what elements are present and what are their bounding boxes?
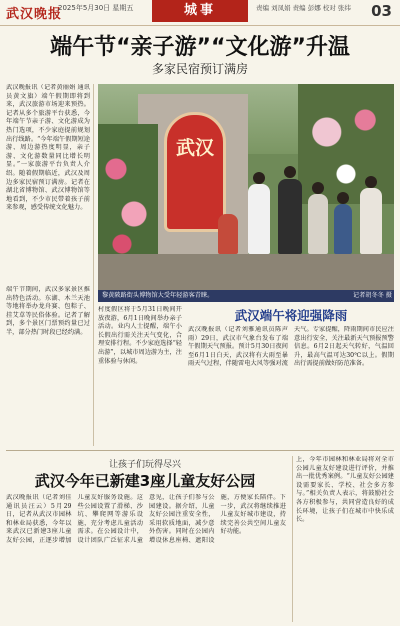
photo-caption: 黎黄陂路街头博物馆大受年轻游客青睐。 bbox=[98, 290, 394, 302]
main-subhead: 多家民宿预订满房 bbox=[151, 62, 248, 76]
weather-story-title: 武汉端午将迎强降雨 bbox=[234, 308, 348, 323]
photo-person bbox=[360, 188, 382, 254]
editor-credits: 责编 刘凤娟 责编 彭娜 校对 张纬 bbox=[256, 4, 351, 12]
weather-story-body: 武汉晚报讯（记者刘雅通讯员陈声雨）29日，武汉市气象台发布了端午假期天气预报。预计5月30日夜间至6月1日白天，武汉将有大雨至暴雨天气过程，伴随雷电大风等强对流天气。专家提醒，降雨期间市民应注意出行安全，关注最新天气预报预警信息。6月2日起天气转好，气温回升，最高气温可达30℃以上。假期出行需提前做好防范准备。 bbox=[188, 326, 394, 368]
park-story-kicker: 让孩子们玩得尽兴 bbox=[108, 460, 181, 470]
photo-person bbox=[218, 214, 238, 254]
column-rule bbox=[292, 456, 293, 622]
photo-person bbox=[334, 204, 352, 254]
photo-person-head bbox=[312, 182, 324, 194]
park-story-side-column: 上，今年市园林和林业局将对全市公园儿童友好建设进行评价，并推出一批优秀案例。“儿童友好公园建设需要家长、学校、社会多方参与。”相关负责人表示，将鼓励社会各方积极参与，共同营造良好的成长环境，让孩子们在城市中快乐成长。 bbox=[296, 456, 394, 524]
photo-person bbox=[308, 194, 328, 254]
photo-flowers-left bbox=[98, 124, 158, 274]
photo-person bbox=[248, 184, 270, 254]
photo-ground bbox=[98, 254, 394, 290]
news-photo bbox=[98, 84, 394, 290]
section-banner: 城事 bbox=[152, 0, 248, 22]
section-divider bbox=[6, 450, 394, 451]
photo-person bbox=[278, 179, 302, 254]
photo-person-head bbox=[253, 172, 265, 184]
lead-story-column: 武汉晚报讯（记者黄丽娟 通讯员黄文旗）端午假期即将到来，武汉旅游市场迎来预热。记者从多个旅游平台获悉，今年端午节亲子游、文化游成为热门选项，不少家庭提前规划出行线路。“今年端午假期短途游、周边游热度明显，亲子游、文化游数量同比增长明显。”一家旅游平台负责人介绍。随着假期临近，武汉及周边多家民宿预订满房。记者在湖北省博物馆、武汉博物馆等地看到，不少市民带着孩子前来参观，感受传统文化魅力。 bbox=[6, 84, 90, 212]
newspaper-logo: 武汉晚报 bbox=[6, 7, 63, 22]
column-rule bbox=[93, 84, 94, 446]
lead-story-continuation: 村度假区将于5月31日晚间开放夜游，6月1日晚间举办亲子活动。业内人士提醒，端午小长假出行需关注天气变化，合理安排行程。不少家庭选择“轻出游”，以城市周边游为主，注重体验与休闲。 bbox=[98, 306, 182, 365]
photo-person-head bbox=[284, 166, 296, 178]
masthead bbox=[0, 0, 400, 26]
main-headline: 端午节“亲子游”“文化游”升温 bbox=[50, 35, 350, 60]
photo-sign-text: 武汉 bbox=[175, 137, 214, 159]
page-number: 03 bbox=[371, 2, 392, 20]
photo-sign bbox=[164, 112, 226, 232]
issue-date: 2025年5月30日 星期五 bbox=[58, 4, 134, 12]
photo-person-head bbox=[365, 176, 377, 188]
park-story-headline: 武汉今年已新建3座儿童友好公园 bbox=[34, 472, 256, 490]
park-story-body: 武汉晚报讯（记者刘佳 通讯员汪云）5月29日，记者从武汉市园林和林业局获悉，今年以来武汉已新建3座儿童友好公园，正逐步增加儿童友好服务设施。这些公园设置了滑梯、沙坑、攀爬网等游乐设施，充分考虑儿童活动需求。在公园设计中，设计团队广泛征求儿童意见，让孩子们参与公园建设。据介绍，儿童友好公园注重安全性，采用软质地面，减少意外伤害。同时在公园内增设休息座椅、遮阳设施，方便家长陪伴。下一步，武汉将继续推进儿童友好城市建设，持续完善公共空间儿童友好功能。 bbox=[6, 494, 286, 544]
lead-story-column-2: 端午节期间，武汉多家景区推出特色活动。东湖、木兰天池等地将举办龙舟赛、包粽子、挂艾草等民俗体验。记者了解到，多个景区门票预约量已过半，部分热门时段已经约满。 bbox=[6, 286, 90, 336]
photo-credit: 记者胡冬冬 摄 bbox=[352, 292, 392, 299]
photo-person-head bbox=[337, 192, 349, 204]
